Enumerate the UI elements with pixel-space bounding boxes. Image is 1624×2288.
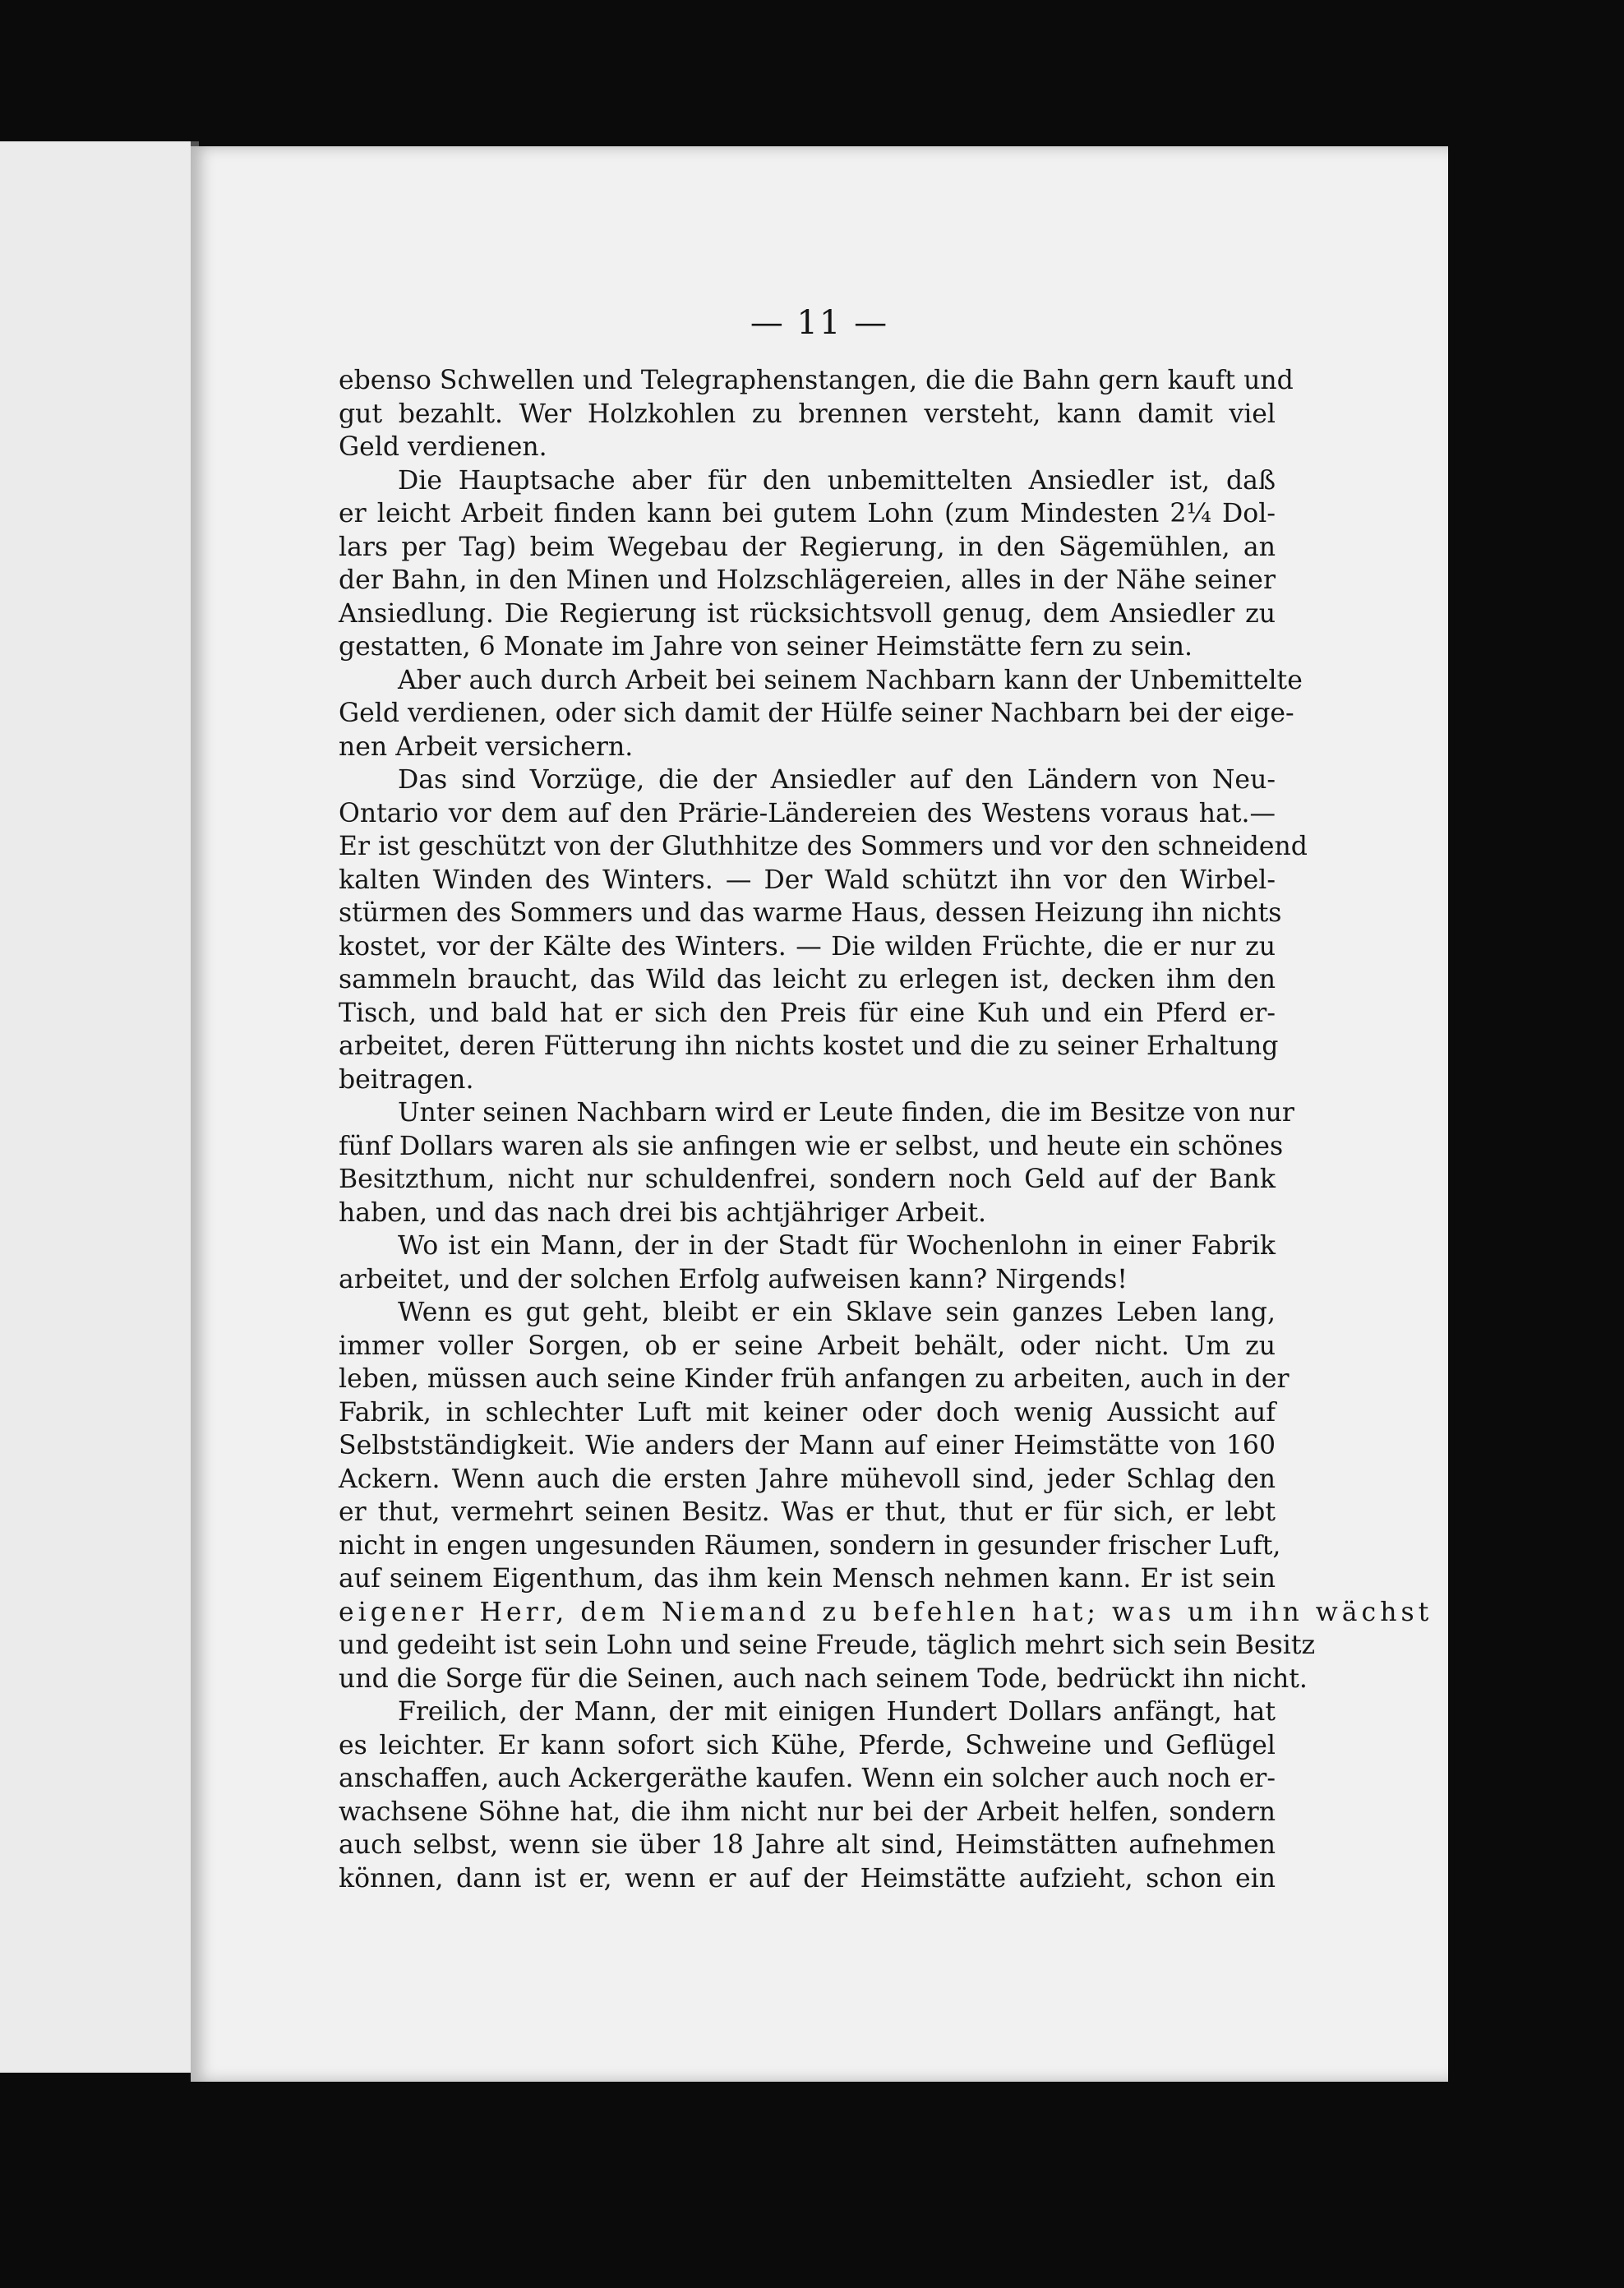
text-line: Das sind Vorzüge, die der Ansiedler auf den Ländern von Neu- [398,765,1276,795]
text-line: Die Hauptsache aber für den unbemittelten Ansiedler ist, daß [398,465,1276,496]
text-line: ebenso Schwellen und Telegraphenstangen, die die Bahn gern kauft und [339,366,1294,395]
text-line: immer voller Sorgen, ob er seine Arbeit behält, oder nicht. Um zu [339,1331,1276,1361]
text-line: nicht in engen ungesunden Räumen, sondern in gesunder frischer Luft, [339,1530,1281,1561]
text-line: lars per Tag) beim Wegebau der Regierung, in den Sägemühlen, an [339,532,1276,562]
text-line: Er ist geschützt von der Gluthhitze des Sommers und vor den schneidend [339,832,1308,861]
text-line: leben, müssen auch seine Kinder früh anfangen zu arbeiten, auch in der [339,1364,1290,1394]
text-line: gut bezahlt. Wer Holzkohlen zu brennen versteht, kann damit viel [339,399,1276,429]
text-line: kalten Winden des Winters. — Der Wald schützt ihn vor den Wirbel- [339,865,1276,895]
text-line: arbeitet, und der solchen Erfolg aufweisen kann? Nirgends! [339,1264,1128,1294]
text-line: der Bahn, in den Minen und Holzschlägereien, alles in der Nähe seiner [339,565,1276,595]
text-line: er thut, vermehrt seinen Besitz. Was er thut, thut er für sich, er lebt [339,1497,1276,1527]
text-line: sammeln braucht, das Wild das leicht zu erlegen ist, decken ihm den [339,965,1276,994]
text-line: gestatten, 6 Monate im Jahre von seiner Heimstätte fern zu sein. [339,632,1193,662]
text-line: Ansiedlung. Die Regierung ist rücksichtsvoll genug, dem Ansiedler zu [339,598,1276,629]
text-line: Besitzthum, nicht nur schuldenfrei, sondern noch Geld auf der Bank [339,1165,1276,1194]
text-line: eigener Herr, dem Niemand zu befehlen hat; was um ihn wächst [339,1597,1433,1627]
text-line: fünf Dollars waren als sie anfingen wie er selbst, und heute ein schönes [339,1131,1284,1161]
text-line: es leichter. Er kann sofort sich Kühe, Pferde, Schweine und Geflügel [339,1730,1276,1760]
text-line: beitragen. [339,1064,474,1095]
book-page [191,146,1448,2082]
text-line: und gedeiht ist sein Lohn und seine Freude, täglich mehrt sich sein Besitz [339,1631,1316,1660]
text-line: Geld verdienen. [339,432,547,462]
text-line: Ackern. Wenn auch die ersten Jahre mühevoll sind, jeder Schlag den [339,1464,1276,1494]
page-number: — 11 — [750,304,889,342]
text-line: Aber auch durch Arbeit bei seinem Nachbarn kann der Unbemittelte [398,665,1303,695]
text-line: auf seinem Eigenthum, das ihm kein Mensch nehmen kann. Er ist sein [339,1564,1276,1594]
text-line: Ontario vor dem auf den Prärie-Ländereien des Westens voraus hat.— [339,798,1276,828]
text-line: und die Sorge für die Seinen, auch nach seinem Tode, bedrückt ihn nicht. [339,1663,1308,1694]
text-line: haben, und das nach drei bis achtjähriger Arbeit. [339,1197,987,1228]
text-line: Tisch, und bald hat er sich den Preis für eine Kuh und ein Pferd er- [339,998,1276,1028]
body-text [339,364,1433,1895]
text-line: Wenn es gut geht, bleibt er ein Sklave sein ganzes Leben lang, [398,1298,1276,1327]
previous-page-edge [0,141,199,2073]
text-line: Geld verdienen, oder sich damit der Hülfe seiner Nachbarn bei der eige- [339,699,1294,728]
text-line: Freilich, der Mann, der mit einigen Hundert Dollars anfängt, hat [398,1697,1276,1727]
text-line: Wo ist ein Mann, der in der Stadt für Wochenlohn in einer Fabrik [398,1231,1276,1261]
text-line: wachsene Söhne hat, die ihm nicht nur bei der Arbeit helfen, sondern [339,1797,1276,1827]
text-line: anschaffen, auch Ackergeräthe kaufen. Wenn ein solcher auch noch er- [339,1764,1276,1793]
text-line: nen Arbeit versichern. [339,731,634,762]
text-line: er leicht Arbeit finden kann bei gutem Lohn (zum Mindesten 2¼ Dol- [339,499,1276,528]
text-line: Fabrik, in schlechter Luft mit keiner oder doch wenig Aussicht auf [339,1397,1276,1428]
text-line: Selbstständigkeit. Wie anders der Mann auf einer Heimstätte von 160 [339,1431,1276,1460]
text-line: können, dann ist er, wenn er auf der Heimstätte aufzieht, schon ein [339,1863,1276,1894]
text-line: stürmen des Sommers und das warme Haus, dessen Heizung ihn nichts [339,898,1282,928]
text-line: kostet, vor der Kälte des Winters. — Die wilden Früchte, die er nur zu [339,931,1276,962]
text-line: Unter seinen Nachbarn wird er Leute finden, die im Besitze von nur [398,1098,1294,1128]
text-line: arbeitet, deren Fütterung ihn nichts kostet und die zu seiner Erhaltung [339,1031,1279,1061]
text-line: auch selbst, wenn sie über 18 Jahre alt sind, Heimstätten aufnehmen [339,1830,1276,1860]
